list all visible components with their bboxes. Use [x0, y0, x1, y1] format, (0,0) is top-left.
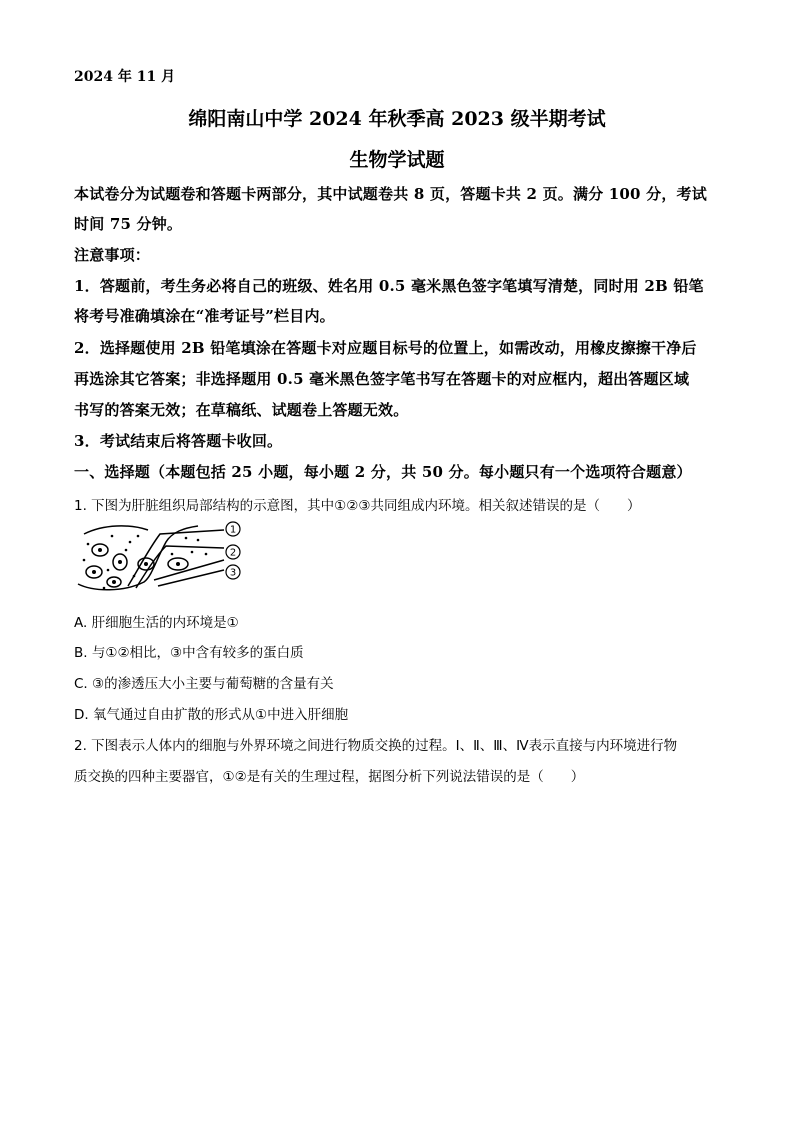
diagram-label-2: 2: [229, 547, 237, 559]
notice-item-2-line-3: 书写的答案无效；在草稿纸、试题卷上答题无效。: [74, 401, 409, 419]
question-1-stem: 1. 下图为肝脏组织局部结构的示意图，其中①②③共同组成内环境。相关叙述错误的是（ ）: [74, 498, 641, 514]
exam-title: 绵阳南山中学 2024 年秋季高 2023 级半期考试: [188, 108, 606, 130]
notice-item-3: 3．考试结束后将答题卡收回。: [74, 432, 283, 450]
question-1-option-d[interactable]: D. 氧气通过自由扩散的形式从①中进入肝细胞: [74, 707, 349, 723]
notice-heading: 注意事项：: [74, 246, 151, 264]
intro-line-2: 时间 75 分钟。: [74, 215, 183, 233]
diagram-label-1: 1: [229, 524, 237, 536]
question-1-option-a[interactable]: A. 肝细胞生活的内环境是①: [74, 615, 239, 631]
intro-line-1: 本试卷分为试题卷和答题卡两部分，其中试题卷共 8 页，答题卡共 2 页。满分 100 分，考试: [74, 185, 707, 203]
question-1-option-c[interactable]: C. ③的渗透压大小主要与葡萄糖的含量有关: [74, 676, 334, 692]
section-heading: 一、选择题（本题包括 25 小题，每小题 2 分，共 50 分。每小题只有一个选项符合题意）: [74, 463, 692, 481]
notice-item-1-line-2: 将考号准确填涂在“准考证号”栏目内。: [74, 307, 335, 325]
question-2-stem-line-2: 质交换的四种主要器官，①②是有关的生理过程，据图分析下列说法错误的是（ ）: [74, 769, 585, 785]
question-1-option-b[interactable]: B. 与①②相比，③中含有较多的蛋白质: [74, 645, 304, 661]
notice-item-2-line-1: 2．选择题使用 2B 铅笔填涂在答题卡对应题目标号的位置上，如需改动，用橡皮擦擦干净后: [74, 339, 697, 357]
notice-item-1-line-1: 1．答题前，考生务必将自己的班级、姓名用 0.5 毫米黑色签字笔填写清楚，同时用 2B 铅笔: [74, 277, 704, 295]
question-2-stem-line-1: 2. 下图表示人体内的细胞与外界环境之间进行物质交换的过程。Ⅰ、Ⅱ、Ⅲ、Ⅳ表示直接与内环境进行物: [74, 738, 678, 754]
exam-subtitle: 生物学试题: [349, 149, 445, 171]
notice-item-2-line-2: 再选涂其它答案；非选择题用 0.5 毫米黑色签字笔书写在答题卡的对应框内，超出答题区域: [74, 370, 690, 388]
diagram-label-3: 3: [229, 567, 237, 579]
exam-date: 2024 年 11 月: [74, 69, 176, 85]
liver-tissue-diagram: [74, 520, 244, 596]
